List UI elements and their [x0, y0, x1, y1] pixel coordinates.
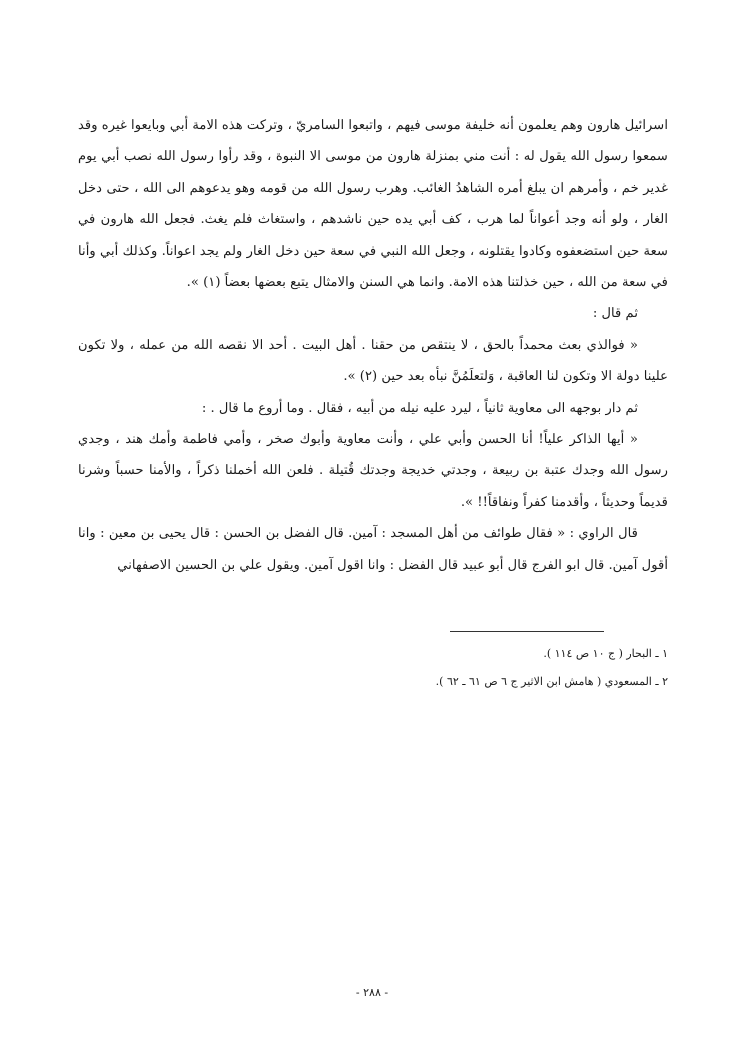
paragraph-lineage-quote: « أيها الذاكر علياً! أنا الحسن وأبي علي ، وأنت معاوية وأبوك صخر ، وأمي فاطمة وأمك هند ، وجدي رسول الله وجدك عتبة بن ربيعة ، وجدتي خديجة وجدتك قُتيلة . فلعن الله أخملنا ذكراً ، والأمنا حسباً وشرنا قديماً وحديثاً ، وأقدمنا كفراً ونفاقاً!! ».: [78, 432, 668, 510]
paragraph-then-said: ثم قال :: [592, 306, 638, 322]
footnote-separator: [450, 631, 604, 632]
body-text: [78, 110, 668, 581]
paragraph-continuation: اسرائيل هارون وهم يعلمون أنه خليفة موسى فيهم ، واتبعوا السامريّ ، وتركت هذه الامة أبي وبايعوا غيره وقد سمعوا رسول الله يقول له : أنت مني بمنزلة هارون من موسى الا النبوة ، وقد رأوا رسول الله نصب أبي يوم غدير خم ، وأمرهم ان يبلغ أمره الشاهدُ الغائب. وهرب رسول الله من قومه وهو يدعوهم الى الله ، حتى دخل الغار ، ولو أنه وجد أعواناً لما هرب ، كف أبي يده حين ناشدهم ، واستغاث فلم يغث. فجعل الله هارون في سعة حين استضعفوه وكادوا يقتلونه ، وجعل الله النبي في سعة حين دخل الغار ولم يجد اعواناً. وكذلك أبي وأنا في سعة من الله ، حين خذلتنا هذه الامة. وانما هي السنن والامثال يتبع بعضها بعضاً (١) ».: [78, 118, 668, 291]
footnote-2: ٢ ـ المسعودي ( هامش ابن الاثير ج ٦ ص ٦١ ـ ٦٢ ).: [435, 675, 668, 688]
footnotes: [78, 640, 668, 696]
paragraph-narrator: قال الراوي : « فقال طوائف من أهل المسجد : آمين. قال الفضل بن الحسن : قال يحيى بن معين : وانا أقول آمين. قال ابو الفرج قال أبو عبيد قال الفضل : وانا اقول آمين. ويقول علي بن الحسين الاصفهاني: [78, 526, 668, 573]
paragraph-turned-to-muawiya: ثم دار بوجهه الى معاوية ثانياً ، ليرد عليه نيله من أبيه ، فقال . وما أروع ما قال . :: [201, 400, 638, 416]
footnote-1: ١ ـ البحار ( ج ١٠ ص ١١٤ ).: [543, 647, 668, 660]
paragraph-oath-quote: « فوالذي بعث محمداً بالحق ، لا ينتقص من حقنا . أهل البيت . أحد الا نقصه الله من عمله ، ولا تكون علينا دولة الا وتكون لنا العاقبة ، وَلتعلَمُنَّ نبأه بعد حين (٢) ».: [78, 337, 668, 385]
page-number: - ٢٨٨ -: [355, 986, 389, 999]
